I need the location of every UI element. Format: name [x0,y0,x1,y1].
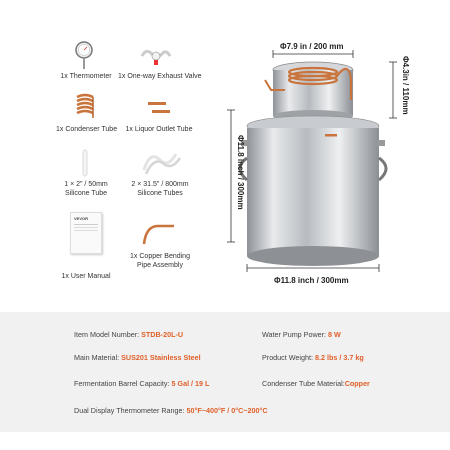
top-height-label: Φ4.3in / 110mm [401,56,410,115]
silicone-tube-icon [80,148,90,178]
bottom-diameter-label: Φ11.8 inch / 300mm [274,276,349,285]
spec-weight: Product Weight: 8.2 lbs / 3.7 kg [262,353,364,362]
liquor-outlet-icon [146,98,172,118]
spec-capacity: Fermentation Barrel Capacity: 5 Gal / 19 L [74,379,210,388]
spec-thermometer-range: Dual Display Thermometer Range: 50°F~400°F / 0°C~200°C [74,406,268,415]
copper-pipe-icon [138,220,178,246]
exhaust-valve-icon [138,46,174,66]
copper-pipe-label-2: Pipe Assembly [137,262,183,269]
spec-panel [0,312,450,432]
exhaust-valve-label: 1x One-way Exhaust Valve [118,73,202,80]
silicone-tubes-icon [140,148,182,176]
condenser-tube-label: 1x Condenser Tube [56,126,118,133]
thermometer-icon [70,40,98,70]
silicone-tubes-label-2: Silicone Tubes [137,190,183,197]
spec-condenser: Condenser Tube Material:Copper [262,379,370,388]
manual-brand: VEVOR [74,216,89,221]
condenser-coil-icon [74,92,96,120]
silicone-tube-label-2: Silicone Tube [64,190,108,197]
spec-model: Item Model Number: STDB-20L-U [74,330,184,339]
liquor-outlet-label: 1x Liquor Outlet Tube [125,126,193,133]
thermometer-label: 1x Thermometer [60,73,112,80]
copper-pipe-label-1: 1x Copper Bending [130,253,190,260]
barrel-height-label: Φ11.8 inch / 300mm [236,135,245,210]
top-diameter-label: Φ7.9 in / 200 mm [280,42,344,51]
silicone-tube-label-1: 1 × 2" / 50mm [64,181,108,188]
silicone-tubes-label-1: 2 × 31.5" / 800mm [131,181,189,188]
spec-power: Water Pump Power: 8 W [262,330,341,339]
spec-material: Main Material: SUS201 Stainless Steel [74,353,201,362]
user-manual-icon [70,212,102,254]
user-manual-label: 1x User Manual [61,273,111,280]
